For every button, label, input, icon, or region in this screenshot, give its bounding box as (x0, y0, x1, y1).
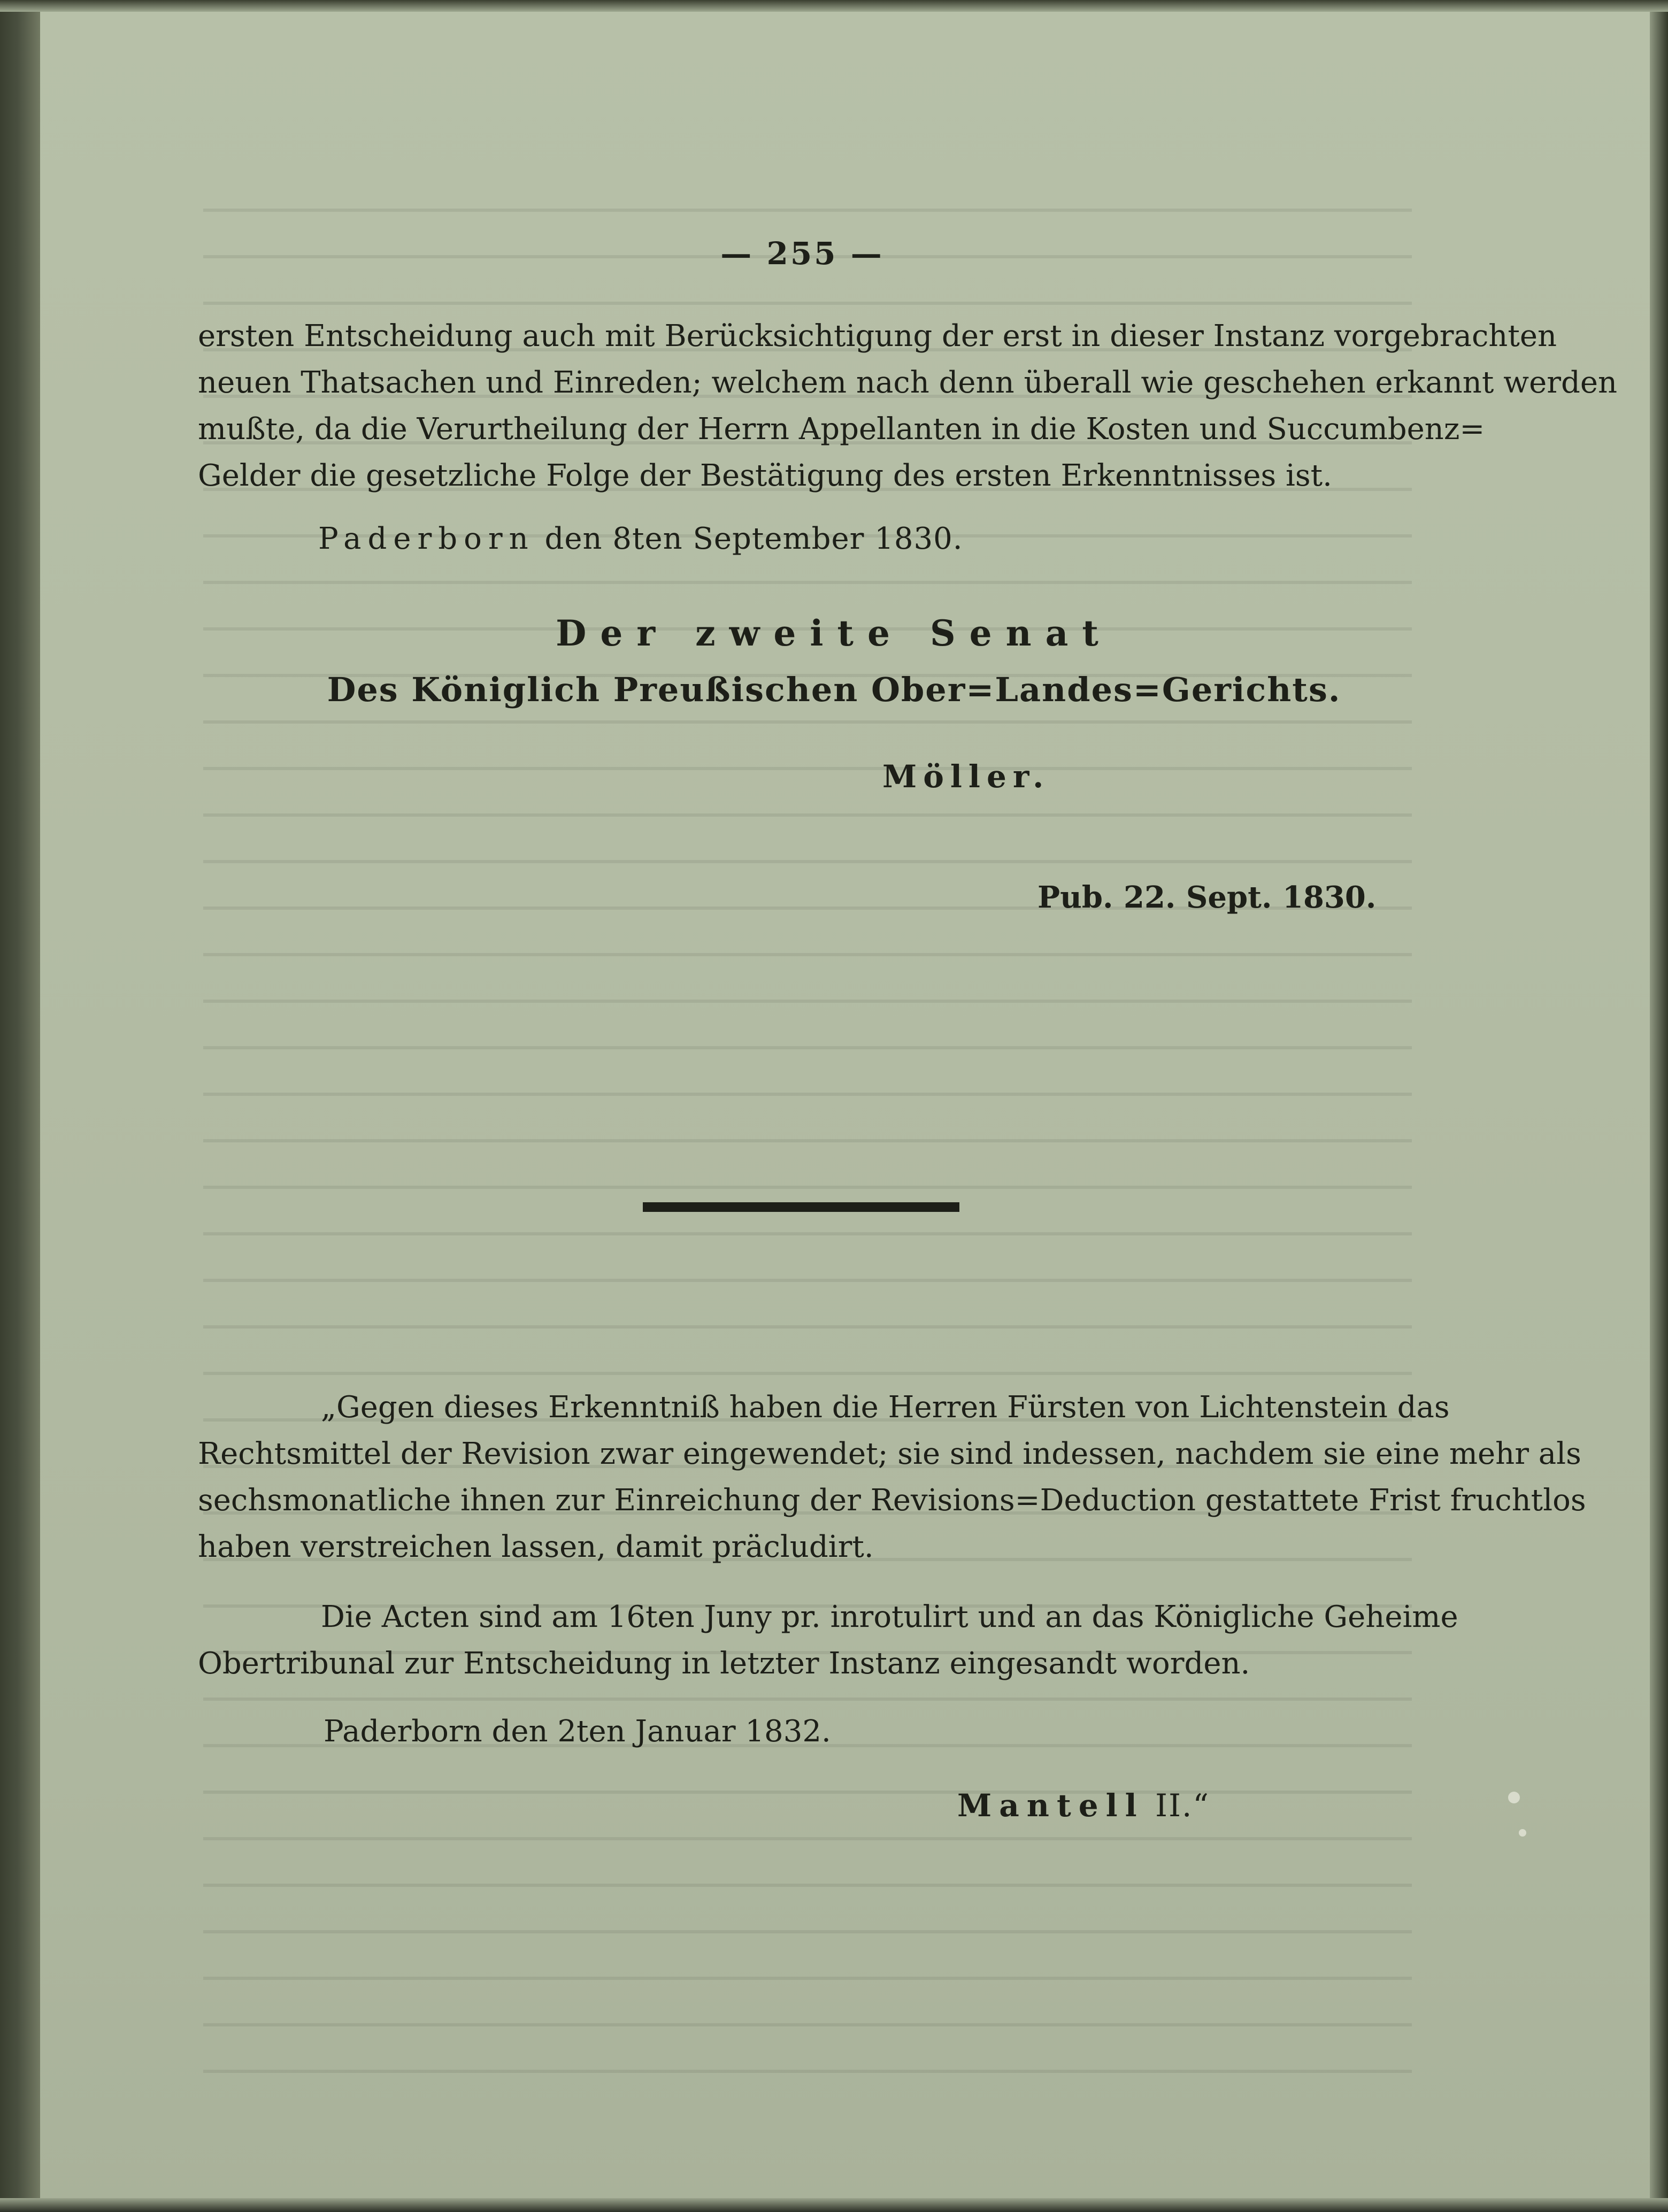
publication-note: Pub. 22. Sept. 1830. (1037, 880, 1377, 915)
binding-edge (0, 0, 40, 2212)
text-line: Obertribunal zur Entscheidung in letzter Instanz eingesandt worden. (198, 1646, 1250, 1681)
paragraph-acts-note (198, 1594, 1458, 1687)
place-name: Paderborn (318, 521, 535, 556)
paragraph-revision-note (198, 1384, 1586, 1570)
right-page-edge (1650, 0, 1668, 2212)
text-line: Gelder die gesetzliche Folge der Bestätigung des ersten Erkenntnisses ist. (198, 458, 1332, 493)
signer-suffix: II.“ (1144, 1787, 1210, 1824)
text-line: ersten Entscheidung auch mit Berücksichtigung der erst in dieser Instanz vorgebrachten (198, 319, 1557, 354)
paper-fleck (1519, 1829, 1526, 1837)
text-line: neuen Thatsachen und Einreden; welchem nach denn überall wie geschehen erkannt werden (198, 365, 1618, 400)
paragraph-judgment-reasons (198, 313, 1618, 499)
section-divider (643, 1202, 959, 1212)
text-line: Rechtsmittel der Revision zwar eingewendet; sie sind indessen, nachdem sie eine mehr als (198, 1437, 1581, 1471)
signer-name: Mantell (957, 1787, 1144, 1824)
date-text: den 8ten September 1830. (544, 521, 963, 556)
text-line: haben verstreichen lassen, damit präcludirt. (198, 1530, 874, 1564)
date-line-1832: Paderborn den 2ten Januar 1832. (324, 1714, 831, 1749)
date-line-1830 (318, 521, 963, 556)
paper-fleck (1508, 1792, 1520, 1803)
senat-title: Der zweite Senat (556, 612, 1112, 654)
top-page-edge (0, 0, 1668, 12)
text-line: „Gegen dieses Erkenntniß haben die Herren Fürsten von Lichtenstein das (321, 1390, 1450, 1425)
text-line: mußte, da die Verurtheilung der Herrn Appellanten in die Kosten und Succumbenz= (198, 412, 1485, 447)
text-line: sechsmonatliche ihnen zur Einreichung der Revisions=Deduction gestattete Frist fruchtlos (198, 1483, 1586, 1518)
page-number: — 255 — (720, 235, 884, 272)
court-name: Des Königlich Preußischen Ober=Landes=Gerichts. (327, 670, 1341, 709)
text-line: Die Acten sind am 16ten Juny pr. inrotulirt und an das Königliche Geheime (321, 1600, 1458, 1634)
signature-mantell (957, 1787, 1210, 1824)
bottom-page-edge (0, 2198, 1668, 2212)
signature-moeller: Möller. (882, 758, 1050, 795)
